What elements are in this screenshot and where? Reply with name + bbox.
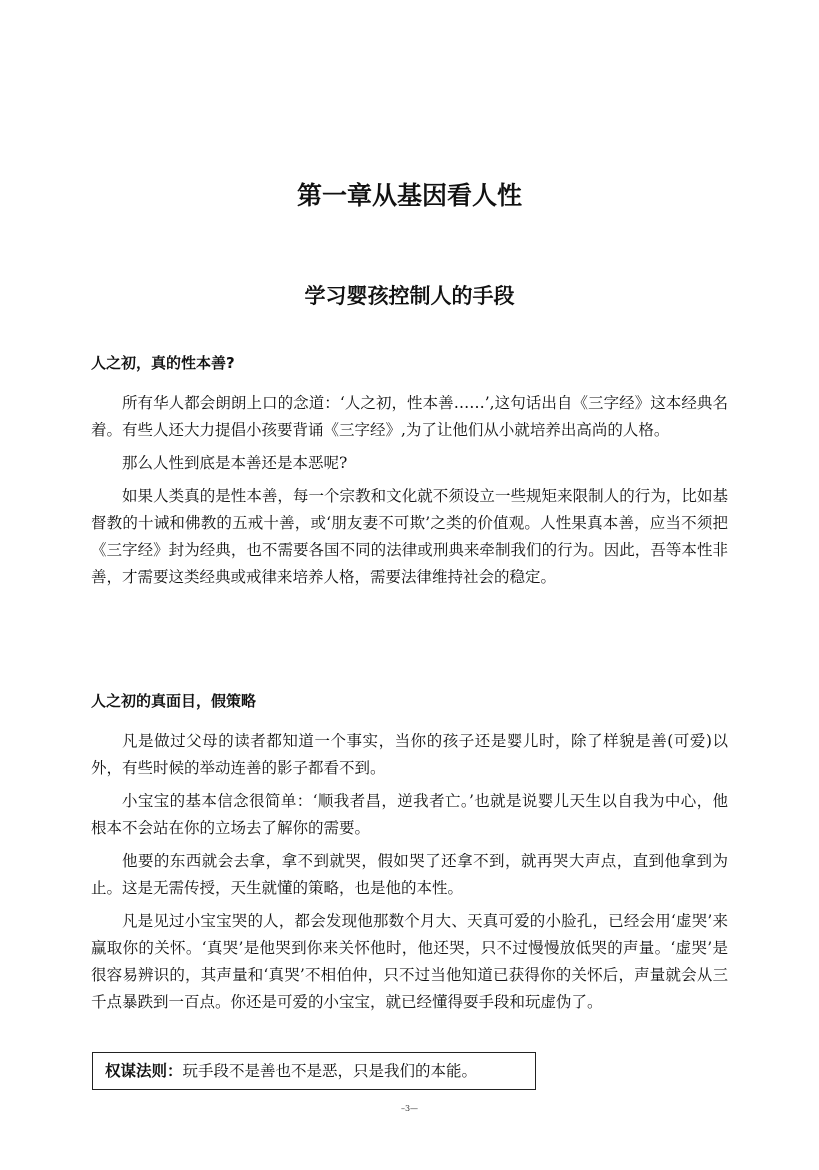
paragraph: 所有华人都会朗朗上口的念道：‘人之初，性本善……’,这句话出自《三字经》这本经典名着。有些人还大力提倡小孩要背诵《三字经》,为了让他们从小就培养出高尚的人格。 — [91, 394, 728, 439]
chapter-title: 第一章从基因看人性 — [296, 181, 522, 210]
paragraph: 凡是做过父母的读者都知道一个事实，当你的孩子还是婴儿时，除了样貌是善(可爱)以外，有些时候的举动连善的影子都看不到。 — [91, 732, 728, 777]
section-heading-1: 人之初，真的性本善? — [91, 354, 235, 372]
page-number: –3— — [400, 1104, 419, 1113]
rule-label: 权谋法则： — [105, 1062, 183, 1080]
rule-box — [92, 1052, 536, 1090]
section-body-1 — [91, 390, 728, 591]
paragraph: 他要的东西就会去拿，拿不到就哭，假如哭了还拿不到，就再哭大声点，直到他拿到为止。这是无需传授，天生就懂的策略，也是他的本性。 — [91, 852, 728, 897]
paragraph: 小宝宝的基本信念很简单：‘顺我者昌，逆我者亡。’也就是说婴儿天生以自我为中心，他根本不会站在你的立场去了解你的需要。 — [91, 792, 728, 837]
paragraph: 凡是见过小宝宝哭的人，都会发现他那数个月大、天真可爱的小脸孔，已经会用‘虚哭’来赢取你的关怀。‘真哭’是他哭到你来关怀他时，他还哭，只不过慢慢放低哭的声量。‘虚哭’是很容易辨识的，其声量和‘真哭’不相伯仲，只不过当他知道已获得你的关怀后，声量就会从三千点暴跌到一百点。你还是可爱的小宝宝，就已经懂得耍手段和玩虚伪了。 — [91, 912, 728, 1011]
paragraph: 如果人类真的是性本善，每一个宗教和文化就不须设立一些规矩来限制人的行为，比如基督教的十诫和佛教的五戒十善，或‘朋友妻不可欺’之类的价值观。人性果真本善，应当不须把《三字经》封为经典，也不需要各国不同的法律或刑典来牵制我们的行为。因此，吾等本性非善，才需要这类经典或戒律来培养人格，需要法律维持社会的稳定。 — [91, 487, 728, 586]
paragraph: 那么人性到底是本善还是本恶呢? — [122, 454, 348, 472]
section-body-2 — [91, 728, 728, 1016]
rule-text: 玩手段不是善也不是恶，只是我们的本能。 — [182, 1062, 478, 1080]
section-heading-2: 人之初的真面目，假策略 — [91, 692, 257, 710]
section-title: 学习婴孩控制人的手段 — [304, 284, 515, 308]
